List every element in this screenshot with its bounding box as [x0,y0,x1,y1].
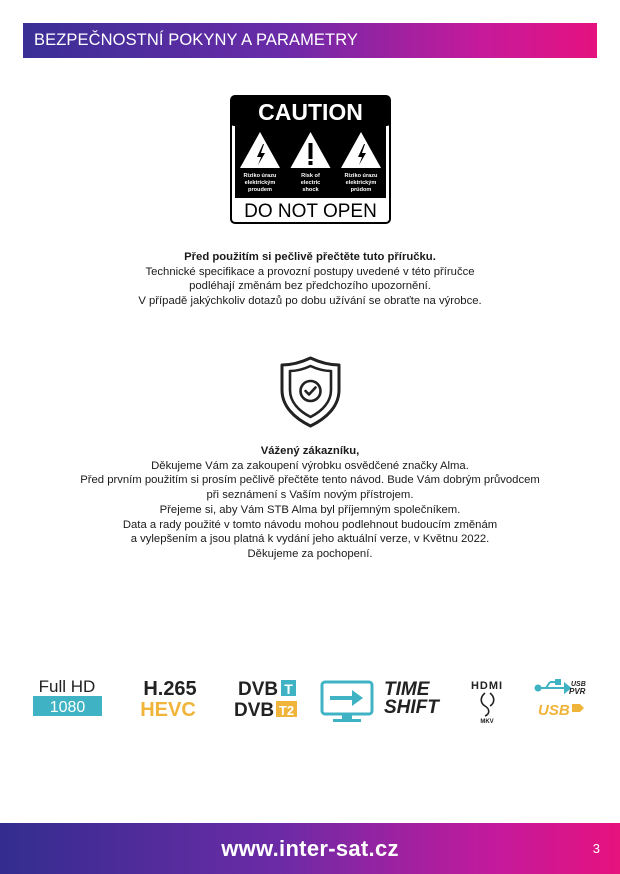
dvb-logo [234,679,297,721]
message-line: Přejeme si, aby Vám STB Alma byl příjemným společníkem. [159,503,461,516]
caution-title: CAUTION [258,99,363,125]
feature-logos [0,670,620,730]
dvb-b: DVB [234,700,275,721]
dvb-a-suffix: T [284,681,293,697]
caution-label: prúdom [350,187,372,193]
caution-label: shock [302,187,319,193]
message-line: Data a rady použité v tomto návodu mohou podlehnout budoucím změnám [122,518,498,531]
caution-sign [230,95,391,224]
message-heading: Vážený zákazníku, [260,445,360,457]
caution-label: Riziko úrazu [243,173,277,179]
message-line: Před prvním použitím si prosím pečlivě přečtěte tento návod. Bude Vám dobrým průvodcem [80,474,540,487]
hevc-bottom: HEVC [140,699,196,721]
usb-top: USB [571,681,586,688]
notice-line: V případě jakýchkoliv dotazů po dobu užívání se obraťte na výrobce. [138,295,482,308]
notice-heading: Před použitím si pečlivě přečtěte tuto příručku. [184,251,436,263]
usb-plug-icon [572,704,584,712]
timeshift-logo [322,679,440,722]
fullhd-bottom: 1080 [49,699,86,716]
website-url: www.inter-sat.cz [221,836,399,861]
usb-top2: PVR [569,687,586,696]
hdmi-sub: MKV [480,719,494,725]
hevc-top: H.265 [143,678,197,700]
caution-label: electric [300,180,321,186]
caution-bottom: DO NOT OPEN [244,201,377,222]
page-number: 3 [592,841,600,856]
timeshift-top: TIME [384,679,430,700]
message-line: a vylepšením a jsou platná k vydání jeho aktuální verze, v Květnu 2022. [130,533,490,546]
timeshift-bottom: SHIFT [384,697,439,718]
manual-notice [30,250,590,309]
footer-bar [0,823,620,874]
caution-label: Risk of [301,173,320,179]
message-line: Děkujeme Vám za zakoupení výrobku osvědčené značky Alma. [151,459,469,472]
hdmi-top: HDMI [470,680,504,692]
message-line: při seznámení s Vaším novým přístrojem. [206,489,414,502]
message-line: Děkujeme za pochopení. [247,547,373,560]
monitor-arrow-icon [322,682,372,722]
usb-bottom: USB [538,702,570,719]
notice-line: podléhají změnám bez předchozího upozornění. [189,280,431,293]
notice-line: Technické specifikace a provozní postupy uvedené v této příručce [145,265,475,278]
usb-logo [536,680,586,719]
hdmi-logo [471,680,503,725]
dvb-b-suffix: T2 [278,703,295,718]
connector-icon [481,693,494,716]
caution-label: Riziko úrazu [344,173,378,179]
hevc-logo [140,678,196,721]
section-title: BEZPEČNOSTNÍ POKYNY A PARAMETRY [34,31,359,49]
dvb-a: DVB [238,679,279,700]
fullhd-top: Full HD [38,677,96,696]
caution-label: elektrickým [345,180,377,186]
customer-message [30,444,590,562]
caution-label: elektrickým [244,180,276,186]
section-header [23,23,597,58]
usb-symbol-icon [536,680,571,692]
fullhd-logo [33,677,102,716]
shield-check-icon [279,356,342,428]
caution-label: proudem [248,187,272,193]
